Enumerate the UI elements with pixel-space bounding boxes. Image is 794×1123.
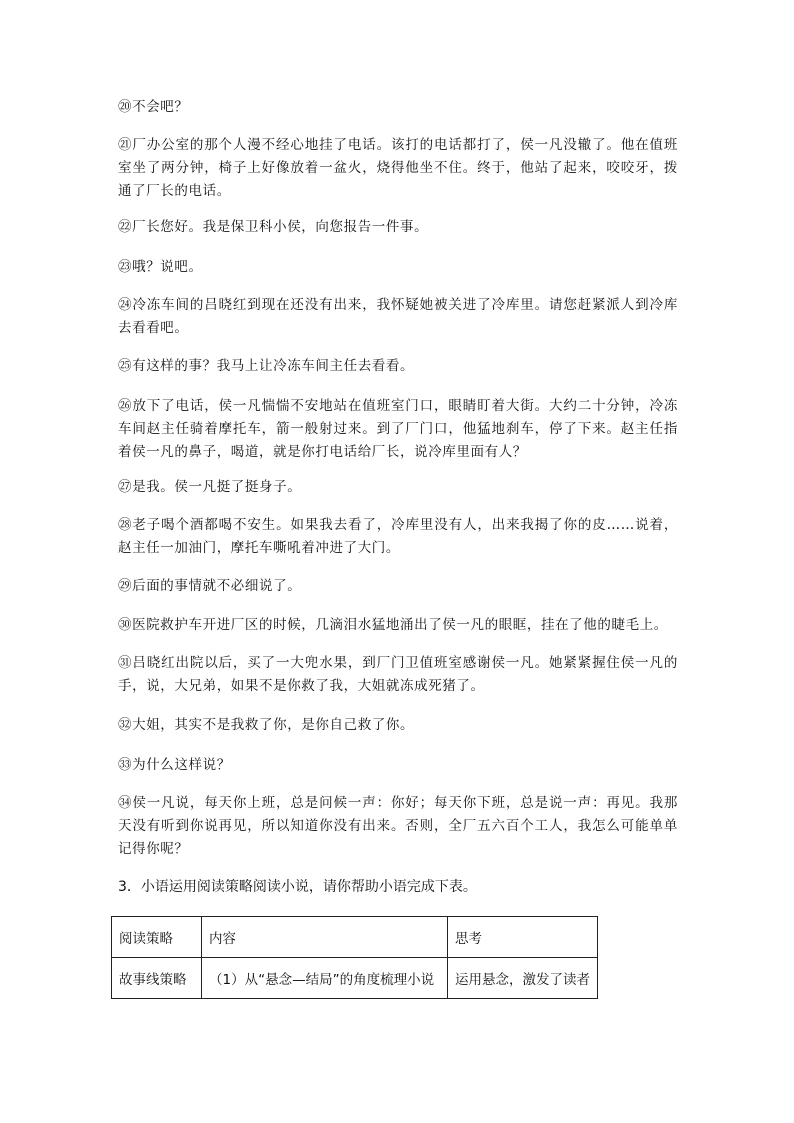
paragraph-32: ㉜大姐，其实不是我救了你，是你自己救了你。: [118, 717, 415, 733]
cell-strategy: 故事线策略: [112, 958, 202, 999]
paragraph-28: ㉘老子喝个酒都喝不安生。如果我去看了，冷库里没有人，出来我揭了你的皮……说着，赵主任一加油门，摩托车嘶吼着冲进了大门。: [118, 517, 678, 556]
paragraph-34: ㉞侯一凡说，每天你上班，总是问候一声：你好；每天你下班，总是说一声：再见。我那天没有听到你说再见，所以知道你没有出来。否则，全厂五六百个工人，我怎么可能单单记得你呢？: [118, 795, 678, 857]
paragraph-29: ㉙后面的事情就不必细说了。: [118, 578, 302, 594]
cell-content: （1）从“悬念—结局”的角度梳理小说: [202, 958, 448, 999]
paragraph-27: ㉗是我。侯一凡挺了挺身子。: [118, 479, 302, 495]
paragraph-26: ㉖放下了电话，侯一凡惴惴不安地站在值班室门口，眼睛盯着大街。大约二十分钟，冷冻车间赵主任骑着摩托车，箭一般射过来。到了厂门口，他猛地刹车，停了下来。赵主任指着侯一凡的鼻子，喝道，就是你打电话给厂长，说冷库里面有人？: [118, 398, 678, 460]
paragraph-21: ㉑厂办公室的那个人漫不经心地挂了电话。该打的电话都打了，侯一凡没辙了。他在值班室坐了两分钟，椅子上好像放着一盆火，烧得他坐不住。终于，他站了起来，咬咬牙，拨通了厂长的电话。: [118, 137, 678, 199]
header-content: 内容: [202, 917, 448, 958]
header-reading-strategy: 阅读策略: [112, 917, 202, 958]
header-thinking: 思考: [448, 917, 598, 958]
question-3: 3．小语运用阅读策略阅读小说，请你帮助小语完成下表。: [118, 879, 477, 895]
paragraph-24: ㉔冷冻车间的吕晓红到现在还没有出来，我怀疑她被关进了冷库里。请您赶紧派人到冷库去看看吧。: [118, 297, 678, 336]
paragraph-33: ㉝为什么这样说？: [118, 757, 231, 773]
paragraph-22: ㉒厂长您好。我是保卫科小侯，向您报告一件事。: [118, 219, 429, 235]
cell-thinking: 运用悬念，激发了读者: [448, 958, 598, 999]
table-header-row: [112, 917, 598, 958]
reading-strategy-table: [111, 916, 598, 999]
paragraph-31: ㉛吕晓红出院以后，买了一大兜水果，到厂门卫值班室感谢侯一凡。她紧紧握住侯一凡的手，说，大兄弟，如果不是你救了我，大姐就冻成死猪了。: [118, 655, 678, 694]
paragraph-23: ㉓哦？说吧。: [118, 259, 203, 275]
paragraph-30: ㉚医院救护车开进厂区的时候，几滴泪水猛地涌出了侯一凡的眼眶，挂在了他的睫毛上。: [118, 617, 668, 633]
paragraph-20: ⑳不会吧？: [118, 99, 189, 115]
table-row: [112, 958, 598, 999]
paragraph-25: ㉕有这样的事？我马上让冷冻车间主任去看看。: [118, 358, 415, 374]
